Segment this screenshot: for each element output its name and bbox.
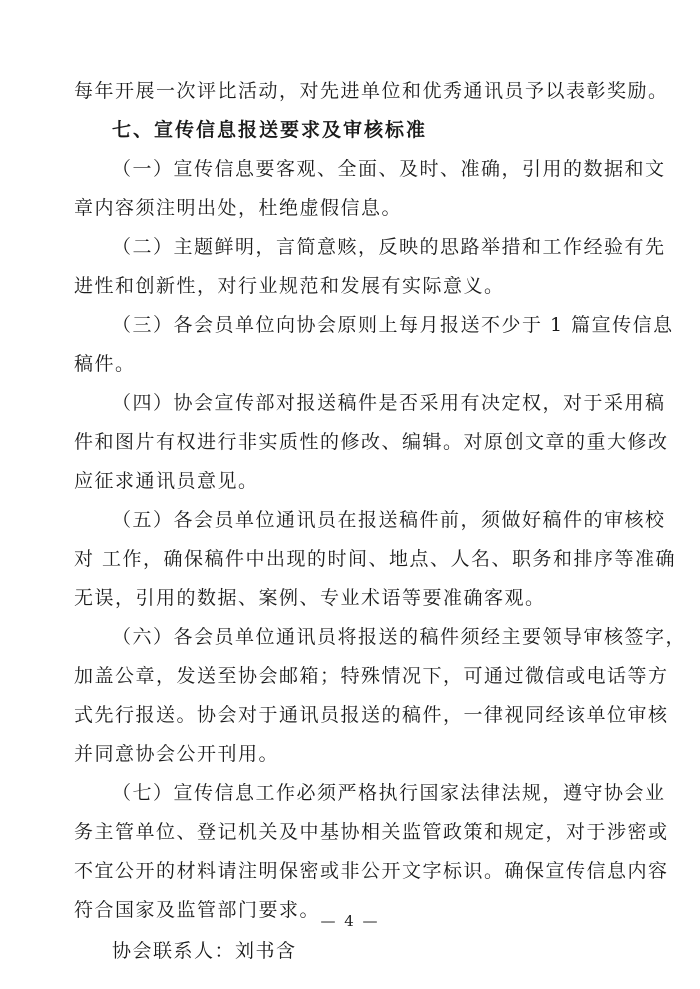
- paragraph-line: （三）各会员单位向协会原则上每月报送不少于 1 篇宣传信息: [112, 314, 674, 336]
- paragraph-line: （五）各会员单位通讯员在报送稿件前，须做好稿件的审核校: [112, 509, 666, 531]
- paragraph-line: 对 工作，确保稿件中出现的时间、地点、人名、职务和排序等准确: [74, 548, 677, 570]
- item-5: [74, 501, 677, 618]
- paragraph-line: （六）各会员单位通讯员将报送的稿件须经主要领导审核签字，: [112, 626, 687, 648]
- paragraph-line: 加盖公章，发送至协会邮箱；特殊情况下，可通过微信或电话等方: [74, 665, 669, 687]
- item-6: [74, 618, 687, 774]
- item-3: [74, 306, 674, 384]
- paragraph-line: 不宜公开的材料请注明保密或非公开文字标识。确保宣传信息内容: [74, 860, 669, 882]
- item-1: [74, 150, 666, 228]
- paragraph-line: 并同意协会公开刊用。: [74, 743, 280, 765]
- paragraph-line: 每年开展一次评比活动，对先进单位和优秀通讯员予以表彰奖励。: [74, 80, 669, 102]
- paragraph-line: 件和图片有权进行非实质性的修改、编辑。对原创文章的重大修改: [74, 431, 669, 453]
- paragraph-line: （七）宣传信息工作必须严格执行国家法律法规，遵守协会业: [112, 782, 666, 804]
- item-4: [74, 384, 669, 501]
- paragraph-line: （二）主题鲜明，言简意赅，反映的思路举措和工作经验有先: [112, 236, 666, 258]
- page-number: — 4 —: [320, 912, 380, 930]
- paragraph-line: 无误，引用的数据、案例、专业术语等要准确客观。: [74, 587, 546, 609]
- item-2: [74, 228, 666, 306]
- section-heading: 七、宣传信息报送要求及审核标准: [112, 119, 428, 141]
- paragraph-line: 稿件。: [74, 353, 136, 375]
- paragraph-line: 符合国家及监管部门要求。: [74, 899, 321, 921]
- contact-person: 协会联系人：刘书含: [112, 940, 297, 962]
- item-7: [74, 774, 669, 930]
- paragraph-line: 进性和创新性，对行业规范和发展有实际意义。: [74, 275, 505, 297]
- paragraph-line: 应征求通讯员意见。: [74, 470, 259, 492]
- paragraph-line: （一）宣传信息要客观、全面、及时、准确，引用的数据和文: [112, 158, 666, 180]
- paragraph-line: （四）协会宣传部对报送稿件是否采用有决定权，对于采用稿: [112, 392, 666, 414]
- paragraph-line: 务主管单位、登记机关及中基协相关监管政策和规定，对于涉密或: [74, 821, 669, 843]
- paragraph-line: 章内容须注明出处，杜绝虚假信息。: [74, 197, 403, 219]
- paragraph-line: 式先行报送。协会对于通讯员报送的稿件，一律视同经该单位审核: [74, 704, 669, 726]
- page-body: [74, 72, 687, 971]
